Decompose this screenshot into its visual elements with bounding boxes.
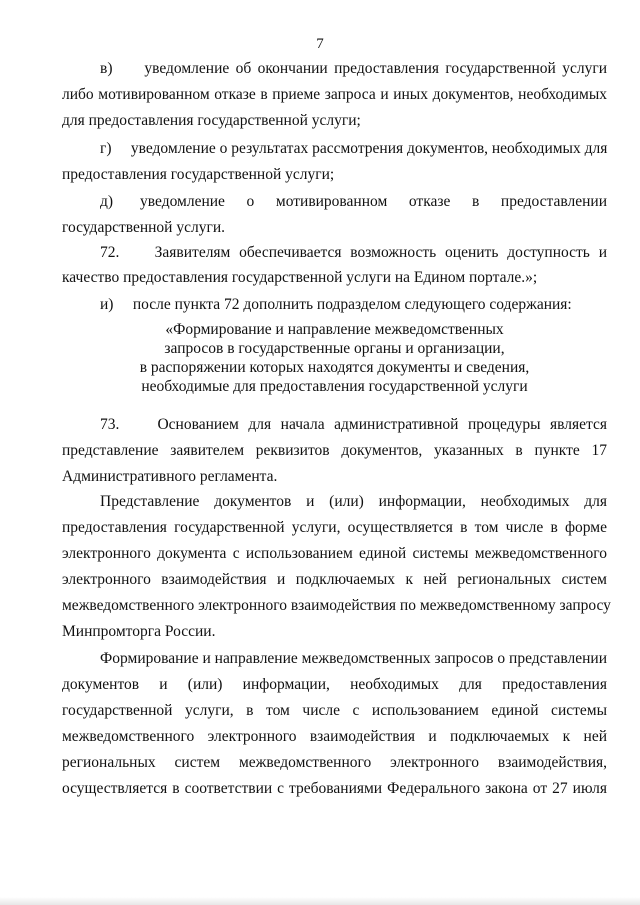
text-line: региональных систем межведомственного электронного взаимодействия, bbox=[62, 754, 607, 771]
text-line: Формирование и направление межведомственных запросов о представлении bbox=[100, 650, 607, 667]
page-number: 7 bbox=[316, 36, 324, 52]
text-line: осуществляется в соответствии с требованиями Федерального закона от 27 июля bbox=[62, 780, 607, 797]
section-heading-line: «Формирование и направление межведомственных bbox=[165, 321, 504, 338]
section-heading-line: запросов в государственные органы и организации, bbox=[164, 340, 505, 357]
text-line: межведомственного электронного взаимодействия и подключаемых к ней bbox=[62, 728, 607, 745]
text-line: предоставления государственной услуги; bbox=[62, 166, 335, 183]
text-line: г) уведомление о результатах рассмотрения документов, необходимых для bbox=[100, 140, 608, 157]
section-heading-line: необходимые для предоставления государственной услуги bbox=[141, 378, 528, 395]
text-line: либо мотивированном отказе в приеме запроса и иных документов, необходимых bbox=[62, 86, 607, 103]
text-line: и) после пункта 72 дополнить подразделом следующего содержания: bbox=[100, 296, 572, 313]
text-line: электронного взаимодействия и подключаемых к ней региональных систем bbox=[62, 571, 607, 588]
text-line: Административного регламента. bbox=[62, 468, 278, 485]
text-line: предоставления государственной услуги, осуществляется в том числе в форме bbox=[62, 519, 607, 536]
scan-edge-shadow bbox=[0, 897, 640, 905]
text-line: электронного документа с использованием единой системы межведомственного bbox=[62, 545, 607, 562]
text-line: представление заявителем реквизитов документов, указанных в пункте 17 bbox=[62, 442, 607, 459]
text-line: межведомственного электронного взаимодействия по межведомственному запросу bbox=[62, 597, 611, 614]
text-line: д) уведомление о мотивированном отказе в предоставлении bbox=[100, 193, 607, 210]
text-line: документов и (или) информации, необходимых для предоставления bbox=[62, 676, 607, 693]
text-line: в) уведомление об окончании предоставления государственной услуги bbox=[100, 60, 607, 77]
text-line: качество предоставления государственной услуги на Едином портале.»; bbox=[62, 269, 538, 286]
text-line: государственной услуги. bbox=[62, 219, 225, 236]
text-line: 73. Основанием для начала административной процедуры является bbox=[100, 416, 607, 433]
text-line: 72. Заявителям обеспечивается возможность оценить доступность и bbox=[100, 244, 607, 261]
section-heading-line: в распоряжении которых находятся документы и сведения, bbox=[139, 359, 530, 376]
text-line: для предоставления государственной услуги; bbox=[62, 112, 361, 129]
text-line: Представление документов и (или) информации, необходимых для bbox=[100, 493, 607, 510]
text-line: государственной услуги, в том числе с использованием единой системы bbox=[62, 702, 607, 719]
text-line: Минпромторга России. bbox=[62, 623, 216, 640]
